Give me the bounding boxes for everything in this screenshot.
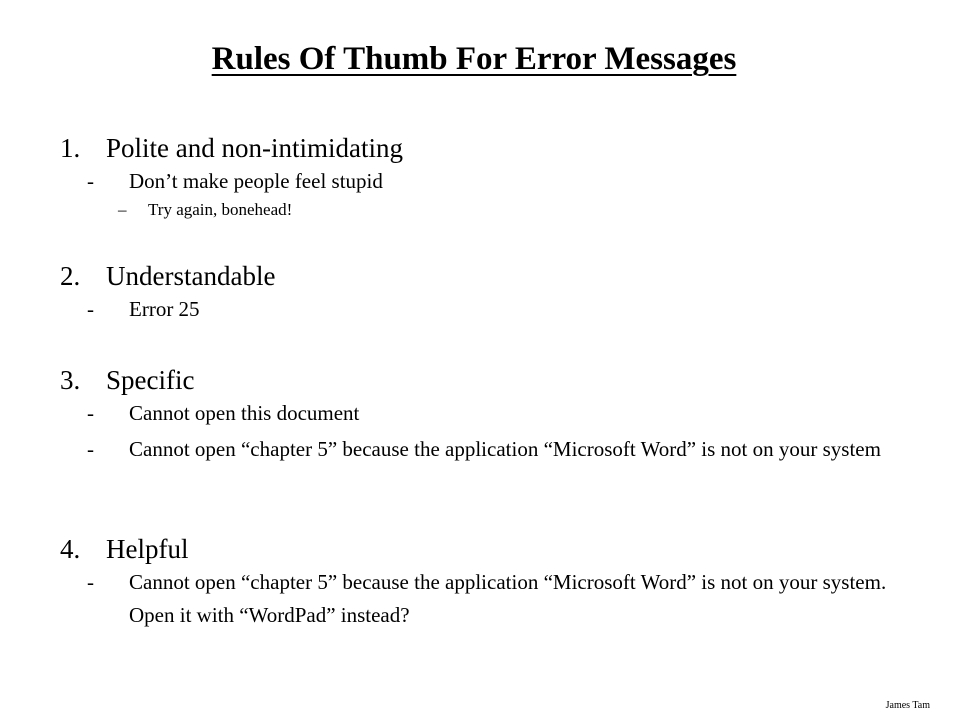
rule-title: Specific xyxy=(106,365,195,395)
dash-bullet: - xyxy=(87,570,94,594)
dash-bullet: - xyxy=(87,401,94,425)
rule-title: Polite and non-intimidating xyxy=(106,133,403,163)
sub-point xyxy=(60,165,920,198)
rule-number: 2. xyxy=(60,261,81,291)
rule-title: Helpful xyxy=(106,534,189,564)
rule-number: 3. xyxy=(60,365,81,395)
sub-point xyxy=(60,566,920,632)
sub-point xyxy=(60,433,920,466)
sub-point-text: Cannot open “chapter 5” because the application “Microsoft Word” is not on your system xyxy=(129,437,881,461)
rule-number: 1. xyxy=(60,133,81,163)
sub-point-text: Error 25 xyxy=(129,297,200,321)
rule-number: 4. xyxy=(60,534,81,564)
dash-bullet: - xyxy=(87,169,94,193)
en-dash-bullet: – xyxy=(118,200,127,219)
author-footer: James Tam xyxy=(885,700,930,711)
rule-heading xyxy=(60,259,920,293)
rule-4 xyxy=(60,532,920,632)
sub-point xyxy=(60,293,920,326)
rule-heading xyxy=(60,131,920,165)
rule-1 xyxy=(60,131,920,222)
example-text: Try again, bonehead! xyxy=(148,200,293,219)
sub-point-text: Don’t make people feel stupid xyxy=(129,169,383,193)
sub-point-text: Cannot open “chapter 5” because the application “Microsoft Word” is not on your system. Open it with “WordPad” instead? xyxy=(129,570,887,627)
rule-2 xyxy=(60,259,920,326)
dash-bullet: - xyxy=(87,437,94,461)
example-point xyxy=(60,198,920,222)
rule-title: Understandable xyxy=(106,261,276,291)
sub-point-text: Cannot open this document xyxy=(129,401,360,425)
slide-title: Rules Of Thumb For Error Messages xyxy=(211,41,737,77)
rule-3 xyxy=(60,363,920,466)
rule-heading xyxy=(60,532,920,566)
sub-point xyxy=(60,397,920,430)
dash-bullet: - xyxy=(87,297,94,321)
rule-heading xyxy=(60,363,920,397)
